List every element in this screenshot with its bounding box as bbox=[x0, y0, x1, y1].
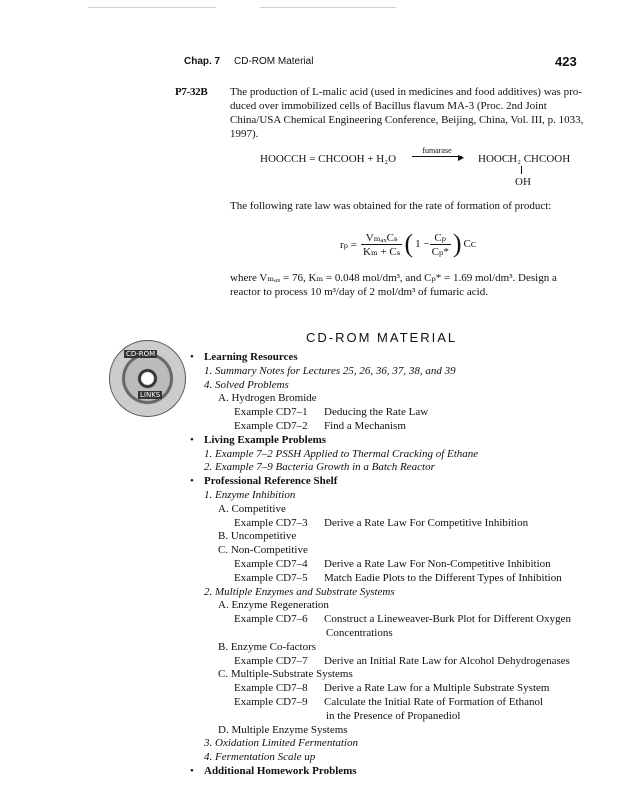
toc-text: 4. Solved Problems bbox=[204, 378, 289, 391]
toc-text: 1. Enzyme Inhibition bbox=[204, 488, 296, 501]
example-id: Example CD7–5 bbox=[234, 571, 308, 584]
toc-item[interactable] bbox=[190, 420, 600, 434]
toc-text: 4. Fermentation Scale up bbox=[204, 751, 316, 764]
reaction-arrow-shaft bbox=[412, 156, 462, 157]
inhibition-denominator: Cₚ* bbox=[431, 245, 449, 258]
inhibition-numerator: Cₚ bbox=[430, 231, 451, 245]
running-title: CD-ROM Material bbox=[234, 56, 314, 67]
rate-law-denominator: Kₘ + Cₛ bbox=[363, 245, 401, 258]
toc-text: in the Presence of Propanediol bbox=[326, 709, 461, 722]
toc-text: C. Non-Competitive bbox=[218, 544, 308, 557]
one: 1 − bbox=[415, 238, 430, 250]
toc-item[interactable] bbox=[190, 710, 600, 724]
toc-text: A. Hydrogen Bromide bbox=[218, 392, 317, 405]
toc-text: 1. Summary Notes for Lectures 25, 26, 36, 37, 38, and 39 bbox=[204, 364, 456, 377]
toc-text: 2. Multiple Enzymes and Substrate Systems bbox=[204, 585, 395, 598]
example-id: Example CD7–9 bbox=[234, 695, 308, 708]
toc-item[interactable] bbox=[190, 530, 600, 544]
reaction-branch: OH bbox=[515, 176, 531, 188]
chapter-label: Chap. 7 bbox=[184, 56, 221, 67]
bullet-icon: • bbox=[190, 433, 194, 446]
toc-text: Derive an Initial Rate Law for Alcohol Dehydrogenases bbox=[324, 654, 570, 667]
toc-text: Professional Reference Shelf bbox=[204, 475, 338, 488]
toc-text: Living Example Problems bbox=[204, 433, 327, 446]
toc-item[interactable] bbox=[190, 599, 600, 613]
toc-item[interactable] bbox=[190, 503, 600, 517]
rate-law-tail: Cᴄ bbox=[463, 238, 477, 250]
cd-rom-contents-list bbox=[190, 351, 600, 779]
disc-label-top: CD-ROM bbox=[126, 350, 156, 358]
rate-law-intro-text: The following rate law was obtained for the rate of formation of product: bbox=[230, 200, 552, 212]
bullet-icon: • bbox=[190, 475, 194, 488]
toc-item[interactable] bbox=[190, 668, 600, 682]
toc-text: 3. Oxidation Limited Fermentation bbox=[204, 737, 358, 750]
problem-line: 1997). bbox=[230, 128, 259, 140]
conditions-line: reactor to process 10 m³/day of 2 mol/dm³ of fumaric acid. bbox=[230, 286, 488, 298]
toc-text: B. Uncompetitive bbox=[218, 530, 297, 543]
toc-text: Additional Homework Problems bbox=[204, 764, 357, 777]
toc-item[interactable] bbox=[190, 558, 600, 572]
page-number: 423 bbox=[555, 54, 577, 69]
toc-text: 2. Example 7–9 Bacteria Growth in a Batch Reactor bbox=[204, 461, 435, 474]
toc-text: A. Competitive bbox=[218, 502, 286, 515]
bullet-icon: • bbox=[190, 351, 194, 363]
section-title: CD-ROM MATERIAL bbox=[306, 330, 458, 345]
close-paren: ) bbox=[452, 229, 462, 258]
toc-item[interactable] bbox=[190, 461, 600, 475]
toc-item[interactable] bbox=[190, 406, 600, 420]
toc-item[interactable] bbox=[190, 641, 600, 655]
problem-number: P7-32B bbox=[175, 86, 208, 98]
toc-heading[interactable] bbox=[190, 475, 600, 489]
toc-text: Match Eadie Plots to the Different Types of Inhibition bbox=[324, 571, 562, 584]
toc-item[interactable] bbox=[190, 586, 600, 600]
reaction-branch-bond bbox=[521, 166, 522, 174]
example-id: Example CD7–1 bbox=[234, 406, 308, 419]
toc-item[interactable] bbox=[190, 365, 600, 379]
toc-item[interactable] bbox=[190, 517, 600, 531]
toc-item[interactable] bbox=[190, 489, 600, 503]
open-paren: ( bbox=[404, 229, 414, 258]
toc-item[interactable] bbox=[190, 737, 600, 751]
toc-item[interactable] bbox=[190, 627, 600, 641]
toc-item[interactable] bbox=[190, 613, 600, 627]
toc-text: Derive a Rate Law For Competitive Inhibition bbox=[324, 516, 529, 529]
rate-law-intro bbox=[230, 199, 586, 213]
toc-item[interactable] bbox=[190, 379, 600, 393]
inhibition-fraction bbox=[430, 231, 451, 258]
toc-item[interactable] bbox=[190, 572, 600, 586]
problem-conditions bbox=[230, 271, 586, 299]
toc-text: Concentrations bbox=[326, 626, 393, 639]
toc-text: Deducing the Rate Law bbox=[324, 406, 429, 419]
rate-law-numerator: VₘₐₓCₛ bbox=[361, 231, 402, 245]
reaction-left: HOOCCH = CHCOOH + H₂O bbox=[260, 153, 397, 165]
reaction-arrow-head: ▶ bbox=[458, 153, 465, 162]
toc-item[interactable] bbox=[190, 682, 600, 696]
enzyme-label: fumarase bbox=[422, 146, 452, 155]
toc-text: Construct a Lineweaver-Burk Plot for Different Oxygen bbox=[324, 613, 572, 626]
toc-text: B. Enzyme Co-factors bbox=[218, 640, 317, 653]
toc-item[interactable] bbox=[190, 392, 600, 406]
problem-line: The production of L-malic acid (used in medicines and food additives) was pro- bbox=[230, 86, 582, 98]
toc-text: A. Enzyme Regeneration bbox=[218, 599, 329, 612]
problem-line: duced over immobilized cells of Bacillus flavum MA-3 (Proc. 2nd Joint bbox=[230, 100, 547, 112]
top-rule-right bbox=[260, 7, 396, 8]
reaction-right: HOOCH₂ CHCOOH bbox=[478, 153, 571, 165]
rate-law-equation bbox=[340, 224, 476, 264]
toc-text: Derive a Rate Law for a Multiple Substrate System bbox=[324, 682, 550, 695]
toc-heading[interactable] bbox=[190, 434, 600, 448]
toc-text: D. Multiple Enzyme Systems bbox=[218, 723, 348, 736]
toc-item[interactable] bbox=[190, 448, 600, 462]
toc-item[interactable] bbox=[190, 751, 600, 765]
example-id: Example CD7–8 bbox=[234, 682, 308, 695]
toc-item[interactable] bbox=[190, 544, 600, 558]
example-id: Example CD7–3 bbox=[234, 516, 308, 529]
conditions-line: where Vₘₐₓ = 76, Kₘ = 0.048 mol/dm³, and Cₚ* = 1.69 mol/dm³. Design a bbox=[230, 272, 557, 284]
example-id: Example CD7–2 bbox=[234, 419, 308, 432]
toc-text: Derive a Rate Law For Non-Competitive Inhibition bbox=[324, 557, 551, 570]
problem-statement bbox=[230, 85, 586, 141]
top-rule-left bbox=[88, 7, 216, 8]
toc-item[interactable] bbox=[190, 696, 600, 710]
example-id: Example CD7–6 bbox=[234, 613, 308, 626]
toc-heading[interactable] bbox=[190, 351, 600, 365]
toc-text: Find a Mechanism bbox=[324, 419, 406, 432]
toc-heading[interactable] bbox=[190, 765, 600, 779]
rate-law-lhs: rₚ = bbox=[340, 238, 358, 251]
toc-text: C. Multiple-Substrate Systems bbox=[218, 668, 353, 681]
toc-text: Calculate the Initial Rate of Formation of Ethanol bbox=[324, 695, 544, 708]
cd-rom-disc-icon bbox=[109, 340, 186, 417]
toc-item[interactable] bbox=[190, 655, 600, 669]
problem-line: China/USA Chemical Engineering Conference, Beijing, China, Vol. III, p. 1033, bbox=[230, 114, 584, 126]
toc-item[interactable] bbox=[190, 724, 600, 738]
toc-text: Learning Resources bbox=[204, 351, 298, 363]
bullet-icon: • bbox=[190, 764, 194, 777]
rate-law-fraction bbox=[361, 231, 402, 258]
toc-text: 1. Example 7–2 PSSH Applied to Thermal Cracking of Ethane bbox=[204, 447, 479, 460]
example-id: Example CD7–7 bbox=[234, 654, 308, 667]
example-id: Example CD7–4 bbox=[234, 557, 308, 570]
disc-label-bottom: LINKS bbox=[140, 391, 161, 399]
